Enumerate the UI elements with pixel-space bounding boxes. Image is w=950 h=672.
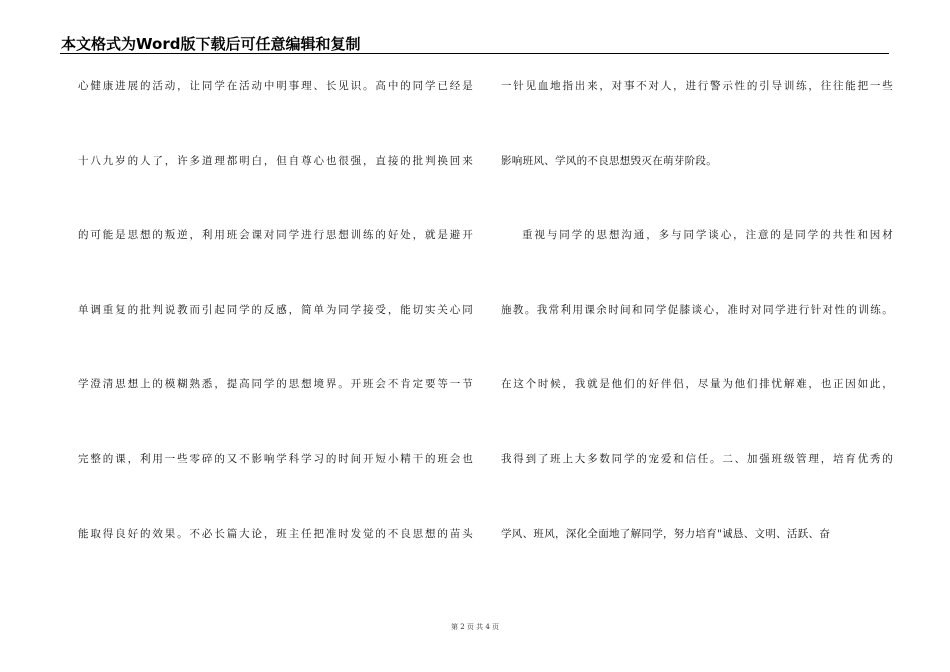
text-line: 能取得良好的效果。不必长篇大论，班主任把准时发觉的不良思想的苗头 [78, 528, 473, 540]
right-text-column [501, 0, 893, 672]
left-text-column [78, 0, 473, 672]
text-line: 影响班风、学风的不良思想毁灭在萌芽阶段。 [501, 155, 717, 167]
text-line: 的可能是思想的叛逆，利用班会课对同学进行思想训练的好处，就是避开 [78, 229, 473, 241]
text-line: 在这个时候，我就是他们的好伴侣，尽量为他们排忧解难，也正因如此， [501, 378, 893, 390]
text-line: 学澄清思想上的模糊熟悉，提高同学的思想境界。开班会不肯定要等一节 [78, 378, 473, 390]
paragraph-first-line: 重视与同学的思想沟通，多与同学谈心，注意的是同学的共性和因材 [522, 229, 893, 241]
text-line: 完整的课，利用一些零碎的又不影响学科学习的时间开短小精干的班会也 [78, 453, 473, 465]
text-line: 心健康进展的活动，让同学在活动中明事理、长见识。高中的同学已经是 [78, 80, 473, 92]
text-line: 单调重复的批判说教而引起同学的反感，简单为同学接受，能切实关心同 [78, 304, 473, 316]
text-line: 一针见血地指出来，对事不对人，进行警示性的引导训练，往往能把一些 [501, 80, 893, 92]
document-header-title: 本文格式为Word版下载后可任意编辑和复制 [61, 35, 361, 53]
text-line: 施教。我常利用课余时间和同学促膝谈心，准时对同学进行针对性的训练。 [501, 304, 893, 316]
text-line: 我得到了班上大多数同学的宠爱和信任。二、加强班级管理，培育优秀的 [501, 453, 893, 465]
text-line: 十八九岁的人了，许多道理都明白，但自尊心也很强，直接的批判换回来 [78, 155, 473, 167]
page-number-footer: 第 2 页 共 4 页 [450, 623, 500, 631]
text-line: 学风、班风，深化全面地了解同学，努力培育"诚恳、文明、活跃、奋 [501, 528, 831, 540]
